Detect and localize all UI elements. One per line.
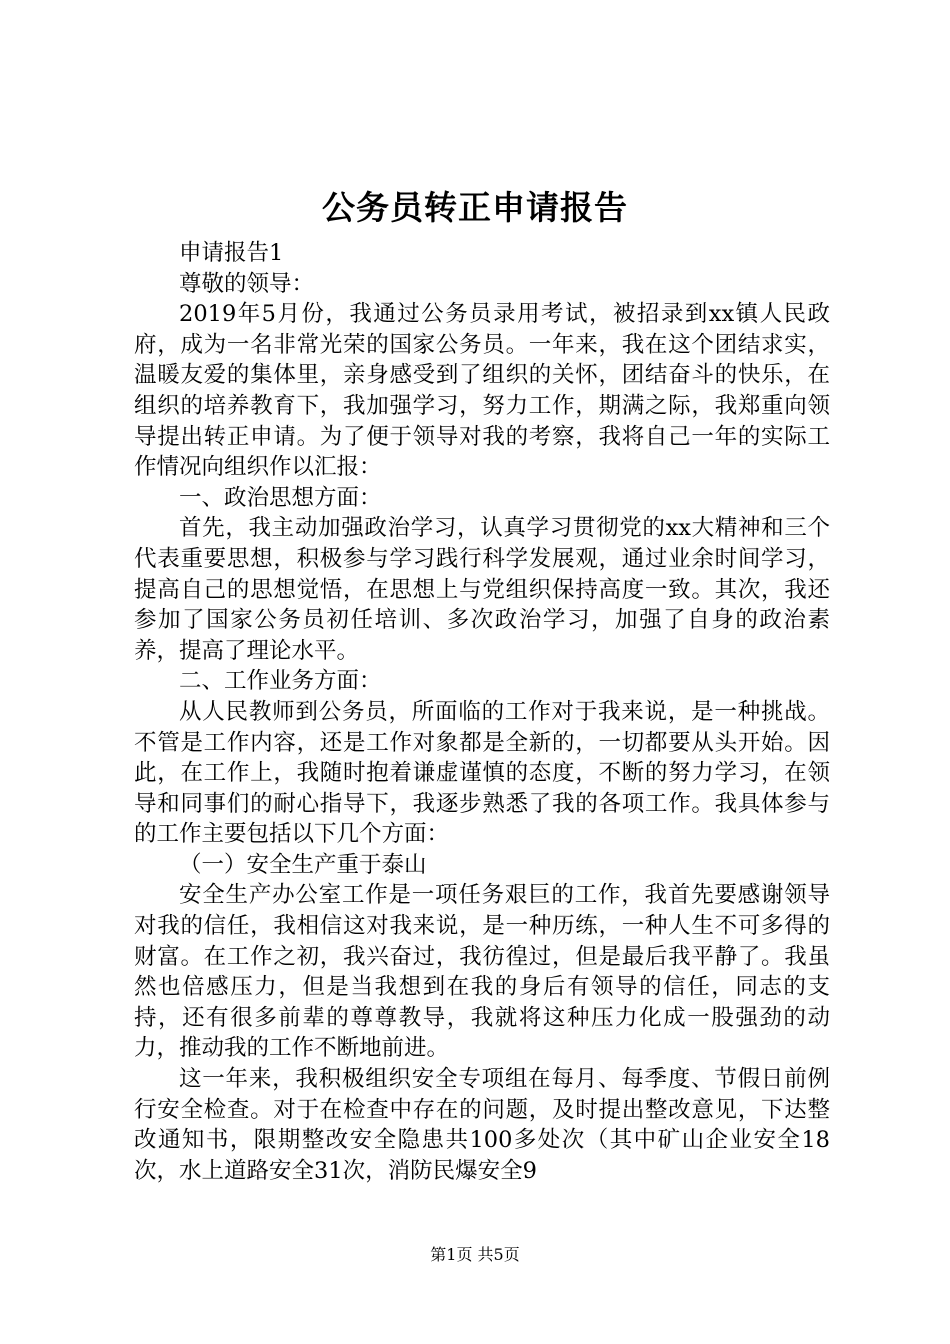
section-heading-work: 二、工作业务方面： <box>179 668 382 695</box>
section-heading-political: 一、政治思想方面： <box>179 484 382 511</box>
salutation: 尊敬的领导： <box>179 270 315 297</box>
paragraph-intro: 2019年5月份，我通过公务员录用考试，被招录到xx镇人民政府，成为一名非常光荣的国家公务员。一年来，我在这个团结求实，温暖友爱的集体里，亲身感受到了组织的关怀，团结奋斗的快乐，在组织的培养教育下，我加强学习，努力工作，期满之际，我郑重向领导提出转正申请。为了便于领导对我的考察，我将自己一年的实际工作情况向组织作以汇报： <box>134 301 830 481</box>
paragraph-work: 从人民教师到公务员，所面临的工作对于我来说，是一种挑战。不管是工作内容，还是工作对象都是全新的，一切都要从头开始。因此，在工作上，我随时抱着谦虚谨慎的态度，不断的努力学习，在领导和同事们的耐心指导下，我逐步熟悉了我的各项工作。我具体参与的工作主要包括以下几个方面： <box>134 698 830 848</box>
document-title: 公务员转正申请报告 <box>322 188 628 227</box>
report-subtitle: 申请报告1 <box>179 240 284 266</box>
subsection-heading-safety: （一）安全生产重于泰山 <box>179 851 427 878</box>
paragraph-political: 首先，我主动加强政治学习，认真学习贯彻党的xx大精神和三个代表重要思想，积极参与学习践行科学发展观，通过业余时间学习，提高自己的思想觉悟，在思想上与党组织保持高度一致。其次，我还参加了国家公务员初任培训、多次政治学习，加强了自身的政治素养，提高了理论水平。 <box>134 515 830 664</box>
paragraph-inspection: 这一年来，我积极组织安全专项组在每月、每季度、节假日前例行安全检查。对于在检查中存在的问题，及时提出整改意见，下达整改通知书，限期整改安全隐患共100多处次（其中矿山企业安全18次，水上道路安全31次，消防民爆安全9 <box>134 1066 830 1184</box>
paragraph-safety: 安全生产办公室工作是一项任务艰巨的工作，我首先要感谢领导对我的信任，我相信这对我来说，是一种历练，一种人生不可多得的财富。在工作之初，我兴奋过，我彷徨过，但是最后我平静了。我虽然也倍感压力，但是当我想到在我的身后有领导的信任，同志的支持，还有很多前辈的尊尊教导，我就将这种压力化成一股强劲的动力，推动我的工作不断地前进。 <box>134 882 830 1062</box>
page-footer: 第1页 共5页 <box>430 1245 520 1264</box>
document-body <box>134 238 830 1186</box>
